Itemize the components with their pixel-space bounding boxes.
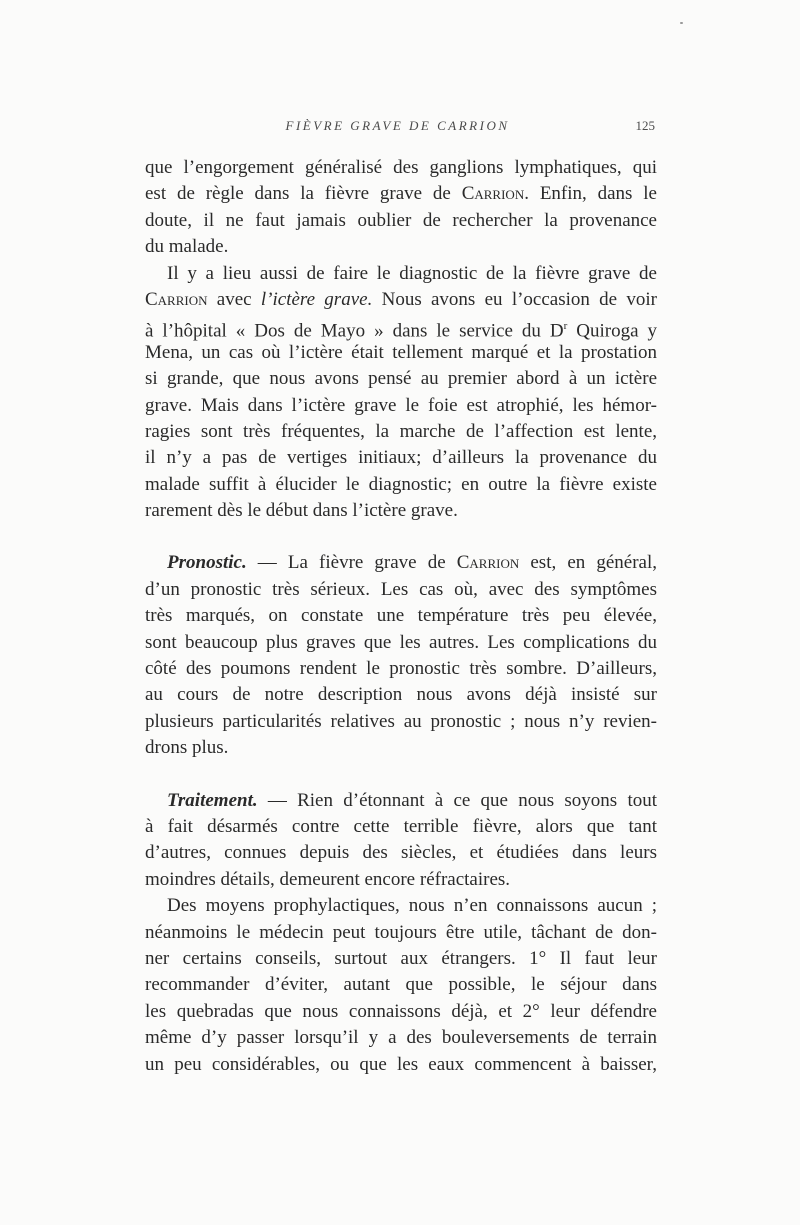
section-heading-pronostic: Pronostic. bbox=[167, 552, 247, 574]
text-line: d’autres, connues depuis des siècles, et étudiées dans leurs bbox=[145, 842, 657, 864]
text-line: Il y a lieu aussi de faire le diagnostic de la fièvre grave de bbox=[167, 262, 657, 284]
text-line: Carrion avec l’ictère grave. Nous avons eu l’occasion de voir bbox=[145, 288, 657, 310]
text-line: rarement dès le début dans l’ictère grave. bbox=[145, 500, 458, 522]
section-heading-traitement: Traitement. bbox=[167, 789, 258, 811]
text-line: un peu considérables, ou que les eaux commencent à baisser, bbox=[145, 1053, 657, 1075]
section-gap bbox=[145, 762, 657, 788]
text-line: les quebradas que nous connaissons déjà, et 2° leur défendre bbox=[145, 1000, 657, 1022]
text-line: que l’engorgement généralisé des ganglions lymphatiques, qui bbox=[145, 157, 657, 178]
text-line: recommander d’éviter, autant que possible, le séjour dans bbox=[145, 974, 657, 996]
text-line: Mena, un cas où l’ictère était tellement marqué et la prostation bbox=[145, 341, 657, 363]
text-line: d’un pronostic très sérieux. Les cas où, avec des symptômes bbox=[145, 578, 657, 600]
text-line: Des moyens prophylactiques, nous n’en connaissons aucun ; bbox=[167, 895, 657, 917]
italic-term: l’ictère grave. bbox=[260, 288, 373, 310]
text-line: très marqués, on constate une température très peu élevée, bbox=[145, 605, 657, 627]
text-line: grave. Mais dans l’ictère grave le foie est atrophié, les hémor- bbox=[145, 394, 657, 416]
text-line: drons plus. bbox=[145, 737, 229, 759]
text-line: du malade. bbox=[145, 236, 229, 258]
page-number: 125 bbox=[635, 118, 655, 133]
text-line: au cours de notre description nous avons déjà insisté sur bbox=[145, 684, 657, 706]
paper-speck bbox=[680, 22, 683, 24]
text-line: moindres détails, demeurent encore réfractaires. bbox=[145, 868, 511, 890]
text-line: à fait désarmés contre cette terrible fièvre, alors que tant bbox=[145, 815, 657, 837]
text-line: à l’hôpital « Dos de Mayo » dans le service du $D^r$ Quiroga y bbox=[145, 320, 657, 342]
section-gap bbox=[145, 524, 657, 550]
text-line: doute, il ne faut jamais oublier de rechercher la provenance bbox=[145, 209, 657, 231]
text-line: sont beaucoup plus graves que les autres. Les complications du bbox=[145, 631, 657, 653]
text-line: Pronostic. — La fièvre grave de Carrion est, en général, bbox=[167, 552, 657, 574]
author-name: Carrion. bbox=[461, 183, 529, 205]
text-line: Traitement. — Rien d’étonnant à ce que nous soyons tout bbox=[167, 789, 657, 811]
running-head bbox=[140, 118, 655, 138]
text-line: il n’y a pas de vertiges initiaux; d’ailleurs la provenance du bbox=[145, 447, 657, 469]
text-line: si grande, que nous avons pensé au premier abord à un ictère bbox=[145, 368, 657, 390]
text-line: malade suffit à élucider le diagnostic; en outre la fièvre existe bbox=[145, 473, 657, 495]
running-title: FIÈVRE GRAVE DE CARRION bbox=[285, 118, 510, 133]
page-body bbox=[145, 155, 657, 1078]
text-line: néanmoins le médecin peut toujours être utile, tâchant de don- bbox=[145, 921, 657, 943]
author-name: Carrion bbox=[456, 552, 520, 574]
text-line: ner certains conseils, surtout aux étrangers. 1° Il faut leur bbox=[145, 947, 657, 969]
text-line: est de règle dans la fièvre grave de Carrion. Enfin, dans le bbox=[145, 183, 657, 205]
text-line: même d’y passer lorsqu’il y a des bouleversements de terrain bbox=[145, 1027, 657, 1049]
text-line: plusieurs particularités relatives au pronostic ; nous n’y revien- bbox=[145, 710, 657, 732]
author-name: Carrion bbox=[145, 288, 208, 310]
text-line: côté des poumons rendent le pronostic très sombre. D’ailleurs, bbox=[145, 658, 657, 680]
text-line: ragies sont très fréquentes, la marche de l’affection est lente, bbox=[145, 420, 657, 442]
